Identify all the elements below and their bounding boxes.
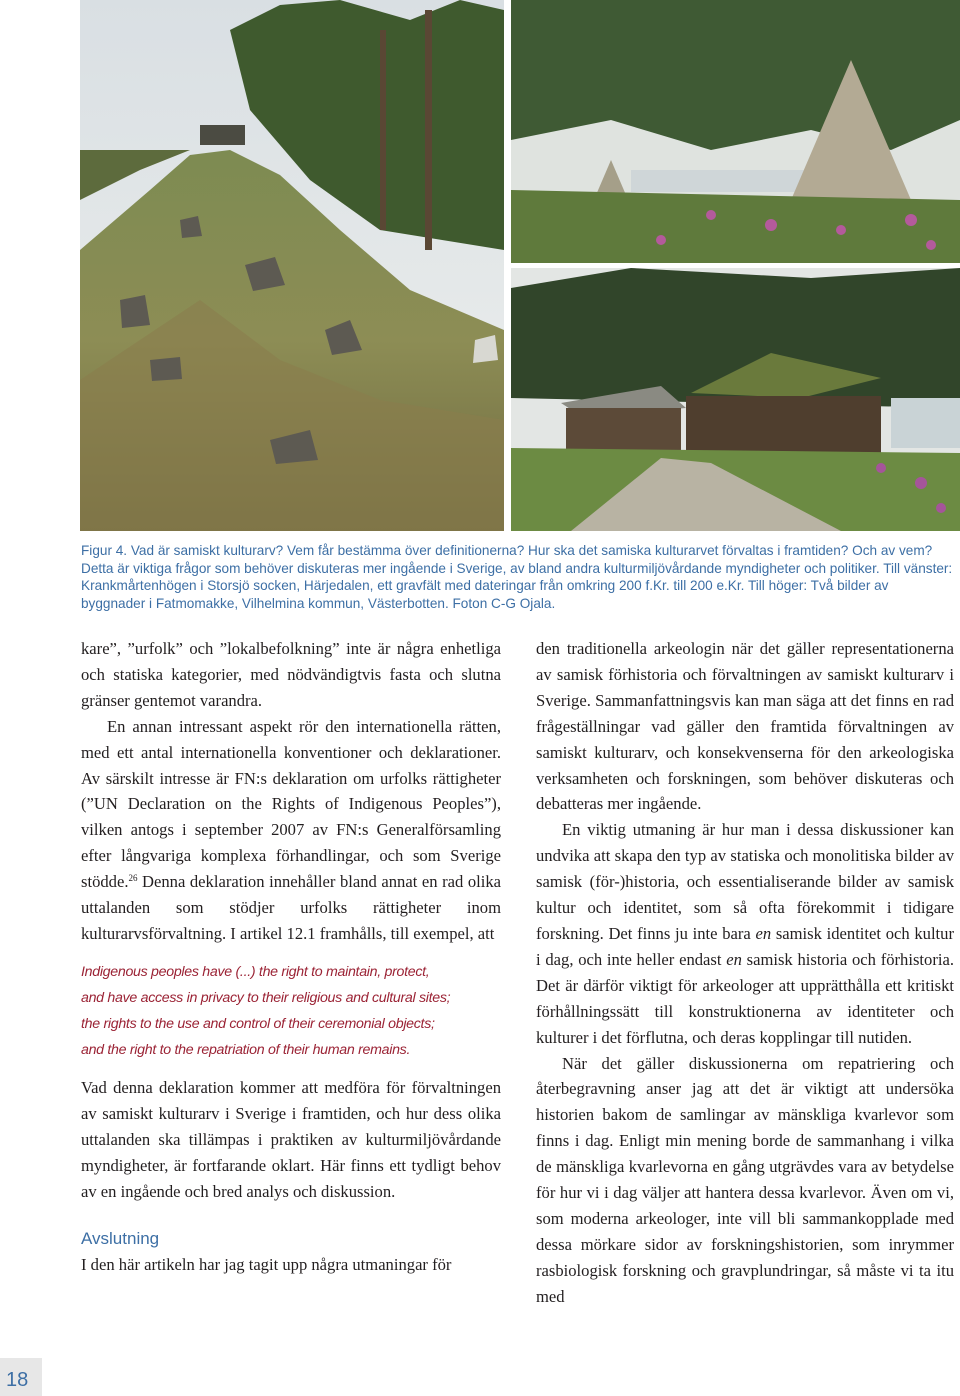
paragraph: Vad denna deklaration kommer att medföra för förvaltningen av samiskt kulturarv i Sverige i framtiden, och hur dess olika uttalanden ska tillämpas i praktiken av kulturmiljövårdande myndigheter, är fortfarande oklart. Här finns ett tydligt behov av en ingående och bred analys och diskussion. — [81, 1077, 501, 1201]
paragraph: När det gäller diskussionerna om repatriering och återbegravning anser jag att det är viktigt att undersöka historien bakom de samlingar av mänskliga kvarlevor som finns i dag. Enligt min mening borde de sammanhang i vilka de mänskliga kvarlevorna en gång utgrävdes vara av betydelse för hur vi i dag väljer att hantera dessa kvarlevor. Även om vi, som moderna arkeologer, inte vill bli sammankopplade med dessa mörkare sidor av forskningshistorien, som inrymmer rasbiologisk forskning och gravplundringar, så måste vi ta itu med — [536, 1053, 954, 1306]
left-column — [81, 636, 501, 1278]
photo-meadow-kata — [511, 0, 960, 263]
section-heading: Avslutning — [81, 1229, 160, 1249]
figure-caption-intro: Figur 4. Vad är samiskt kulturarv? Vem får bestämma över definitionerna? Hur ska det samiska kulturarvet förvaltas i framtiden? Och av vem? Detta är viktiga frågor som behöver diskuteras mer ingående i Sverige, av bland andra kulturmiljövårdande myndigheter och politiker. — [81, 543, 933, 576]
paragraph: En annan intressant aspekt rör den internationella rätten, med ett antal internationella konventioner och deklarationer. Av särskilt intresse är FN:s deklaration om urfolks rättigheter (”UN Declaration on the Rights of Indigenous Peoples”), vilken antogs i september 2007 av FN:s Generalförsamling efter långvariga komplexa förhandlingar, och som Sverige stödde.$^{26}$ Denna deklaration innehåller bland annat en rad olika uttalanden som stödjer urfolks rättigheter inom kulturarvsförvaltning. I artikel 12.1 framhålls, till exempel, att — [81, 716, 501, 943]
paragraph: En viktig utmaning är hur man i dessa diskussioner kan undvika att skapa den typ av statiska och monolitiska bilder av samisk (för-)historia, och essentialiserande bilder av samisk kultur och identitet, som så ofta förekommit i tidigare forskning. Det finns ju inte bara en samisk identitet och kultur i dag, och inte heller endast en samisk historia och förhistoria. Det är därför viktigt för arkeologer att upprätthålla ett kritiskt förhållningssätt till konstruktionerna av identiteter och kulturer i det förflutna, och deras kopplingar till nutiden. — [536, 820, 954, 1047]
declaration-quote: Indigenous peoples have (...) the right to maintain, protect, and have access in privacy to their religious and cultural sites; the rights to the use and control of their ceremonial objects; and the right to the repatriation of their human remains. — [81, 963, 451, 1058]
figure-caption-details: Till vänster: Krankmårtenhögen i Storsjö socken, Härjedalen, ett gravfält med dateringar från omkring 200 f.Kr. till 200 e.Kr. Till höger: Två bilder av byggnader i Fatmomakke, Vilhelmina kommun, Västerbotten. Foton C-G Ojala. — [81, 560, 953, 611]
right-column — [536, 636, 954, 1310]
photo-log-cabins — [511, 268, 960, 531]
photo-grave-field — [80, 0, 504, 531]
paragraph: kare”, ”urfolk” och ”lokalbefolkning” inte är några enhetliga och statiska kategorier, med nödvändigtvis fasta och slutna gränser gentemot varandra. — [81, 639, 501, 710]
figure-caption — [81, 542, 953, 612]
footnote-ref[interactable]: 26 — [128, 873, 138, 884]
paragraph: den traditionella arkeologin när det gäller representationerna av samisk förhistoria och förvaltningen av samiskt kulturarv i Sverige. Sammanfattningsvis kan man säga att det finns en rad frågeställningar vad gäller den framtida förvaltningen av samiskt kulturarv, och konsekvenserna för den arkeologiska verksamheten och forskningen, som behöver diskuteras och debatteras mer ingående. — [536, 639, 954, 814]
paragraph: I den här artikeln har jag tagit upp några utmaningar för — [81, 1255, 452, 1275]
page-number: 18 — [6, 1369, 29, 1391]
